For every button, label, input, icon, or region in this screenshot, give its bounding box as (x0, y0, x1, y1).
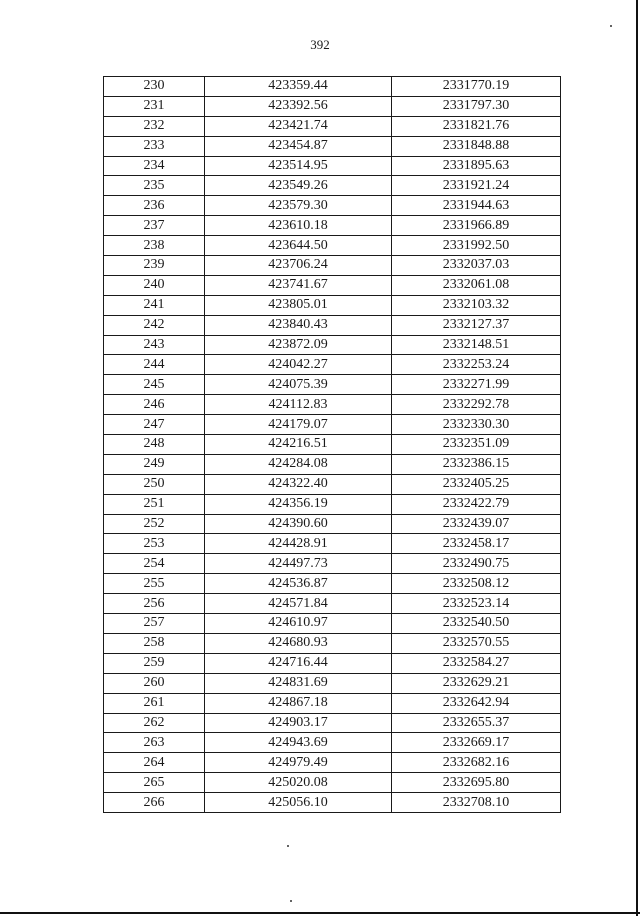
y-coordinate-cell: 2331921.24 (392, 176, 561, 196)
x-coordinate-cell: 424831.69 (205, 673, 392, 693)
point-number-cell: 258 (104, 633, 205, 653)
point-number-cell: 256 (104, 594, 205, 614)
y-coordinate-cell: 2332669.17 (392, 733, 561, 753)
table-row (104, 454, 561, 474)
table-row (104, 196, 561, 216)
point-number-cell: 234 (104, 156, 205, 176)
x-coordinate-cell: 423392.56 (205, 96, 392, 116)
y-coordinate-cell: 2331821.76 (392, 116, 561, 136)
table-row (104, 236, 561, 256)
x-coordinate-cell: 424943.69 (205, 733, 392, 753)
x-coordinate-cell: 424042.27 (205, 355, 392, 375)
y-coordinate-cell: 2332695.80 (392, 773, 561, 793)
y-coordinate-cell: 2332708.10 (392, 793, 561, 813)
point-number-cell: 230 (104, 77, 205, 97)
x-coordinate-cell: 423644.50 (205, 236, 392, 256)
x-coordinate-cell: 423610.18 (205, 216, 392, 236)
x-coordinate-cell: 424428.91 (205, 534, 392, 554)
y-coordinate-cell: 2331992.50 (392, 236, 561, 256)
point-number-cell: 265 (104, 773, 205, 793)
scan-speck (290, 900, 292, 902)
table-row (104, 315, 561, 335)
table-row (104, 156, 561, 176)
x-coordinate-cell: 424356.19 (205, 494, 392, 514)
point-number-cell: 232 (104, 116, 205, 136)
table-row (104, 375, 561, 395)
scan-edge-bottom (0, 912, 640, 914)
page-number: 392 (310, 37, 330, 52)
y-coordinate-cell: 2331895.63 (392, 156, 561, 176)
table-row (104, 96, 561, 116)
y-coordinate-cell: 2332061.08 (392, 275, 561, 295)
x-coordinate-cell: 424610.97 (205, 614, 392, 634)
x-coordinate-cell: 424536.87 (205, 574, 392, 594)
table-row (104, 116, 561, 136)
point-number-cell: 248 (104, 435, 205, 455)
table-row (104, 395, 561, 415)
x-coordinate-cell: 424979.49 (205, 753, 392, 773)
table-row (104, 494, 561, 514)
x-coordinate-cell: 424112.83 (205, 395, 392, 415)
table-row (104, 335, 561, 355)
x-coordinate-cell: 423840.43 (205, 315, 392, 335)
x-coordinate-cell: 425056.10 (205, 793, 392, 813)
point-number-cell: 252 (104, 514, 205, 534)
y-coordinate-cell: 2331944.63 (392, 196, 561, 216)
table-row (104, 773, 561, 793)
point-number-cell: 261 (104, 693, 205, 713)
point-number-cell: 257 (104, 614, 205, 634)
y-coordinate-cell: 2332629.21 (392, 673, 561, 693)
x-coordinate-cell: 424322.40 (205, 474, 392, 494)
x-coordinate-cell: 423706.24 (205, 256, 392, 276)
x-coordinate-cell: 424179.07 (205, 415, 392, 435)
x-coordinate-cell: 424075.39 (205, 375, 392, 395)
y-coordinate-cell: 2332642.94 (392, 693, 561, 713)
table-row (104, 216, 561, 236)
point-number-cell: 260 (104, 673, 205, 693)
point-number-cell: 250 (104, 474, 205, 494)
x-coordinate-cell: 424867.18 (205, 693, 392, 713)
x-coordinate-cell: 424497.73 (205, 554, 392, 574)
y-coordinate-cell: 2332570.55 (392, 633, 561, 653)
table-row (104, 295, 561, 315)
point-number-cell: 259 (104, 653, 205, 673)
y-coordinate-cell: 2331848.88 (392, 136, 561, 156)
point-number-cell: 264 (104, 753, 205, 773)
y-coordinate-cell: 2332439.07 (392, 514, 561, 534)
table-row (104, 633, 561, 653)
y-coordinate-cell: 2332386.15 (392, 454, 561, 474)
x-coordinate-cell: 423741.67 (205, 275, 392, 295)
point-number-cell: 243 (104, 335, 205, 355)
point-number-cell: 266 (104, 793, 205, 813)
y-coordinate-cell: 2332523.14 (392, 594, 561, 614)
y-coordinate-cell: 2331770.19 (392, 77, 561, 97)
y-coordinate-cell: 2332148.51 (392, 335, 561, 355)
table-row (104, 693, 561, 713)
y-coordinate-cell: 2332127.37 (392, 315, 561, 335)
point-number-cell: 240 (104, 275, 205, 295)
point-number-cell: 255 (104, 574, 205, 594)
table-row (104, 77, 561, 97)
table-row (104, 176, 561, 196)
point-number-cell: 241 (104, 295, 205, 315)
table-row (104, 355, 561, 375)
table-row (104, 136, 561, 156)
point-number-cell: 251 (104, 494, 205, 514)
point-number-cell: 246 (104, 395, 205, 415)
y-coordinate-cell: 2332253.24 (392, 355, 561, 375)
x-coordinate-cell: 423421.74 (205, 116, 392, 136)
y-coordinate-cell: 2331966.89 (392, 216, 561, 236)
point-number-cell: 235 (104, 176, 205, 196)
point-number-cell: 244 (104, 355, 205, 375)
x-coordinate-cell: 424716.44 (205, 653, 392, 673)
x-coordinate-cell: 423514.95 (205, 156, 392, 176)
y-coordinate-cell: 2332682.16 (392, 753, 561, 773)
y-coordinate-cell: 2332508.12 (392, 574, 561, 594)
x-coordinate-cell: 423549.26 (205, 176, 392, 196)
table-row (104, 793, 561, 813)
x-coordinate-cell: 423872.09 (205, 335, 392, 355)
x-coordinate-cell: 424390.60 (205, 514, 392, 534)
point-number-cell: 237 (104, 216, 205, 236)
y-coordinate-cell: 2332103.32 (392, 295, 561, 315)
y-coordinate-cell: 2332330.30 (392, 415, 561, 435)
point-number-cell: 247 (104, 415, 205, 435)
y-coordinate-cell: 2332037.03 (392, 256, 561, 276)
point-number-cell: 233 (104, 136, 205, 156)
x-coordinate-cell: 423805.01 (205, 295, 392, 315)
y-coordinate-cell: 2332458.17 (392, 534, 561, 554)
y-coordinate-cell: 2332422.79 (392, 494, 561, 514)
x-coordinate-cell: 424903.17 (205, 713, 392, 733)
y-coordinate-cell: 2332584.27 (392, 653, 561, 673)
scan-edge-right (636, 0, 638, 916)
point-number-cell: 236 (104, 196, 205, 216)
table-row (104, 653, 561, 673)
y-coordinate-cell: 2331797.30 (392, 96, 561, 116)
y-coordinate-cell: 2332271.99 (392, 375, 561, 395)
y-coordinate-cell: 2332405.25 (392, 474, 561, 494)
table-row (104, 534, 561, 554)
table-row (104, 673, 561, 693)
table-row (104, 753, 561, 773)
scan-speck (287, 845, 289, 847)
y-coordinate-cell: 2332655.37 (392, 713, 561, 733)
y-coordinate-cell: 2332540.50 (392, 614, 561, 634)
x-coordinate-cell: 424216.51 (205, 435, 392, 455)
table-row (104, 614, 561, 634)
table-row (104, 554, 561, 574)
point-number-cell: 239 (104, 256, 205, 276)
point-number-cell: 253 (104, 534, 205, 554)
point-number-cell: 231 (104, 96, 205, 116)
coordinate-table (103, 76, 561, 813)
table-row (104, 574, 561, 594)
table-row (104, 514, 561, 534)
x-coordinate-cell: 424680.93 (205, 633, 392, 653)
scan-speck (610, 25, 612, 27)
point-number-cell: 263 (104, 733, 205, 753)
y-coordinate-cell: 2332351.09 (392, 435, 561, 455)
x-coordinate-cell: 424284.08 (205, 454, 392, 474)
y-coordinate-cell: 2332292.78 (392, 395, 561, 415)
coordinate-table-body (104, 77, 561, 813)
x-coordinate-cell: 423359.44 (205, 77, 392, 97)
y-coordinate-cell: 2332490.75 (392, 554, 561, 574)
x-coordinate-cell: 424571.84 (205, 594, 392, 614)
point-number-cell: 245 (104, 375, 205, 395)
table-row (104, 733, 561, 753)
point-number-cell: 238 (104, 236, 205, 256)
table-row (104, 415, 561, 435)
table-row (104, 435, 561, 455)
table-row (104, 713, 561, 733)
table-row (104, 275, 561, 295)
x-coordinate-cell: 425020.08 (205, 773, 392, 793)
point-number-cell: 249 (104, 454, 205, 474)
table-row (104, 256, 561, 276)
point-number-cell: 242 (104, 315, 205, 335)
point-number-cell: 254 (104, 554, 205, 574)
x-coordinate-cell: 423579.30 (205, 196, 392, 216)
table-row (104, 474, 561, 494)
point-number-cell: 262 (104, 713, 205, 733)
x-coordinate-cell: 423454.87 (205, 136, 392, 156)
table-row (104, 594, 561, 614)
